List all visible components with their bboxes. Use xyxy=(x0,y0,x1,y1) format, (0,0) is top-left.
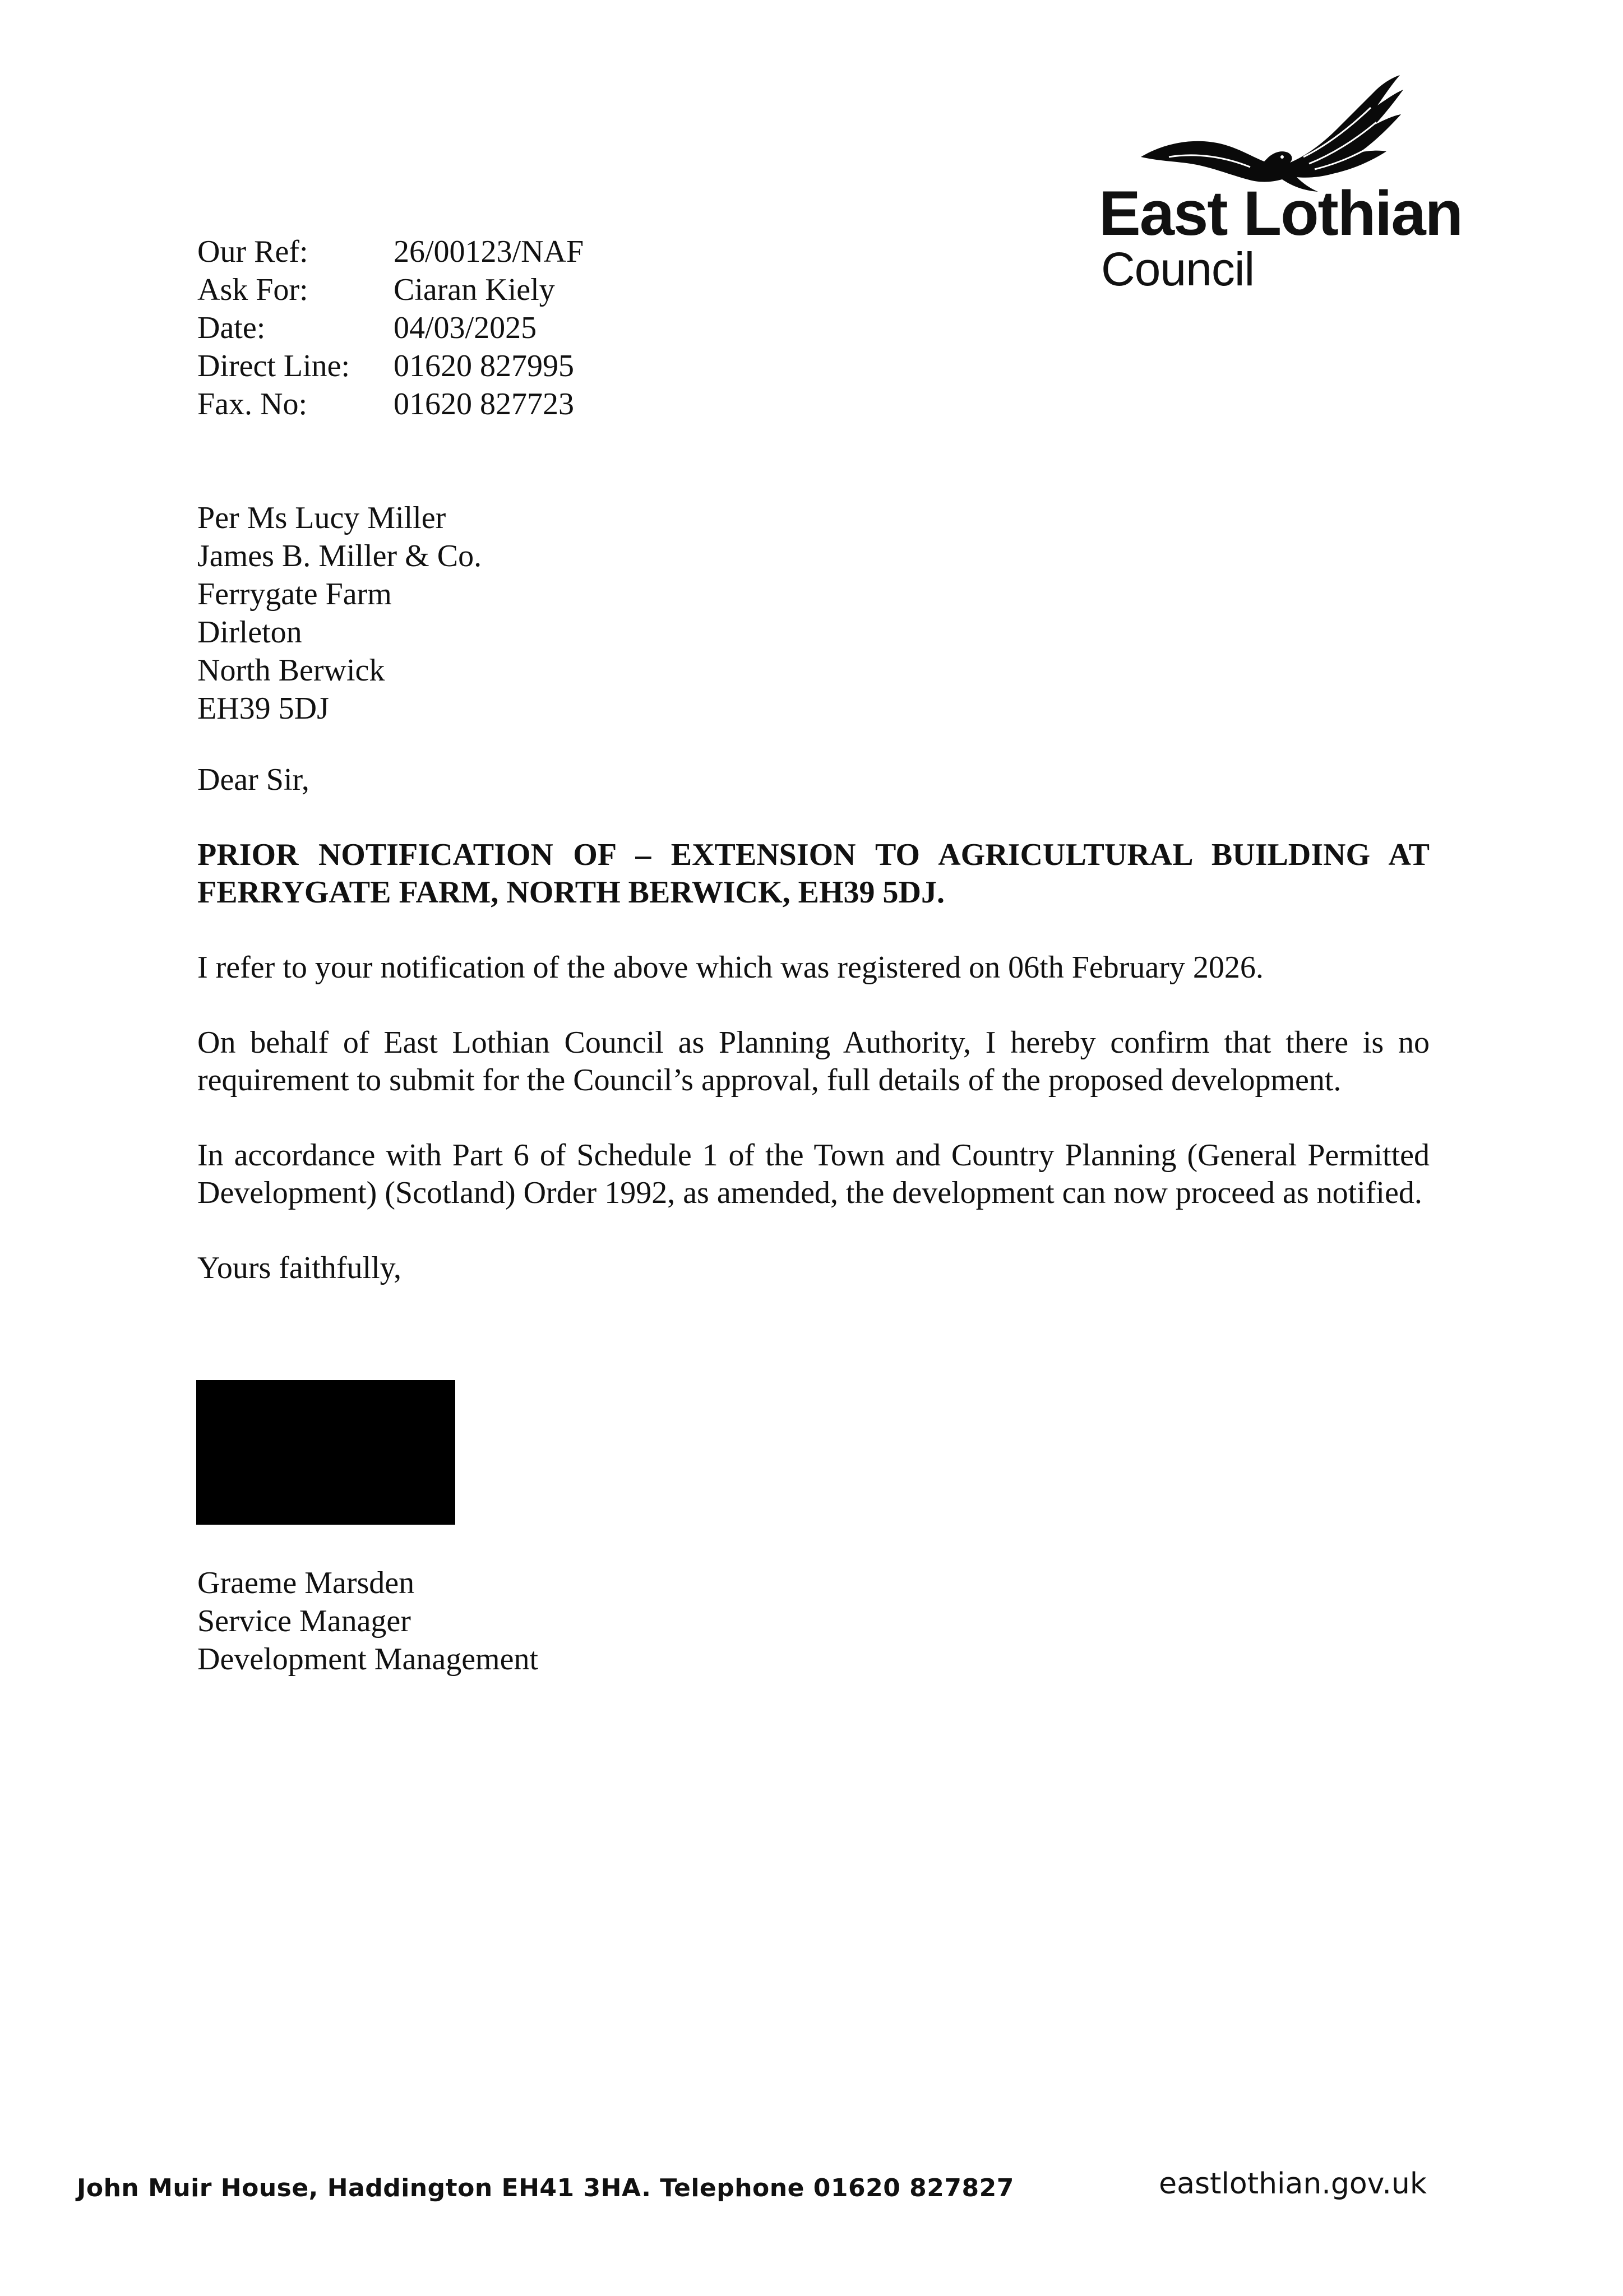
eagle-icon xyxy=(1135,73,1404,193)
address-line: Per Ms Lucy Miller xyxy=(197,501,446,535)
body-paragraph: On behalf of East Lothian Council as Planning Authority, I hereby confirm that there is no requirement to submit for the Council’s approval, full details of the proposed development. xyxy=(197,1025,1430,1098)
address-line: EH39 5DJ xyxy=(197,691,329,726)
signatory-department: Development Management xyxy=(197,1642,539,1677)
ref-label: Fax. No: xyxy=(197,387,307,422)
address-line: Dirleton xyxy=(197,615,302,650)
ref-label: Our Ref: xyxy=(197,234,308,269)
council-logo xyxy=(1099,73,1525,297)
ref-row-ask-for xyxy=(197,271,584,309)
closing: Yours faithfully, xyxy=(197,1251,402,1285)
ref-label: Date: xyxy=(197,311,266,345)
ref-value: 01620 827995 xyxy=(394,349,574,383)
ref-value: 01620 827723 xyxy=(394,387,574,422)
ref-label: Direct Line: xyxy=(197,349,350,383)
ref-row-fax xyxy=(197,385,584,423)
address-line: Ferrygate Farm xyxy=(197,577,392,612)
letter-body xyxy=(197,761,1430,1325)
ref-value: 26/00123/NAF xyxy=(394,234,584,269)
ref-label: Ask For: xyxy=(197,272,308,307)
letter-heading: PRIOR NOTIFICATION OF – EXTENSION TO AGRICULTURAL BUILDING AT FERRYGATE FARM, NORTH BERWICK, EH39 5DJ. xyxy=(197,837,1430,910)
footer-address: John Muir House, Haddington EH41 3HA. Telephone 01620 827827 xyxy=(77,2174,1014,2202)
footer-website-link[interactable]: eastlothian.gov.uk xyxy=(1159,2167,1427,2201)
body-paragraph: In accordance with Part 6 of Schedule 1 of the Town and Country Planning (General Permitted Development) (Scotland) Order 1992, as amended, the development can now proceed as notified. xyxy=(197,1138,1430,1210)
logo-council: Council xyxy=(1101,243,1255,295)
recipient-address xyxy=(197,499,482,728)
signatory-block xyxy=(197,1564,538,1678)
redacted-signature xyxy=(196,1380,455,1525)
ref-row-our-ref xyxy=(197,233,584,271)
ref-row-direct-line xyxy=(197,347,584,385)
ref-row-date xyxy=(197,309,584,347)
reference-block xyxy=(197,233,584,423)
signatory-title: Service Manager xyxy=(197,1604,411,1638)
signatory-name: Graeme Marsden xyxy=(197,1566,415,1600)
ref-value: Ciaran Kiely xyxy=(394,272,555,307)
ref-value: 04/03/2025 xyxy=(394,311,537,345)
address-line: North Berwick xyxy=(197,653,385,688)
logo-name: East Lothian xyxy=(1099,178,1463,248)
salutation: Dear Sir, xyxy=(197,762,309,797)
address-line: James B. Miller & Co. xyxy=(197,539,482,573)
body-paragraph: I refer to your notification of the above which was registered on 06th February 2026. xyxy=(197,950,1264,985)
